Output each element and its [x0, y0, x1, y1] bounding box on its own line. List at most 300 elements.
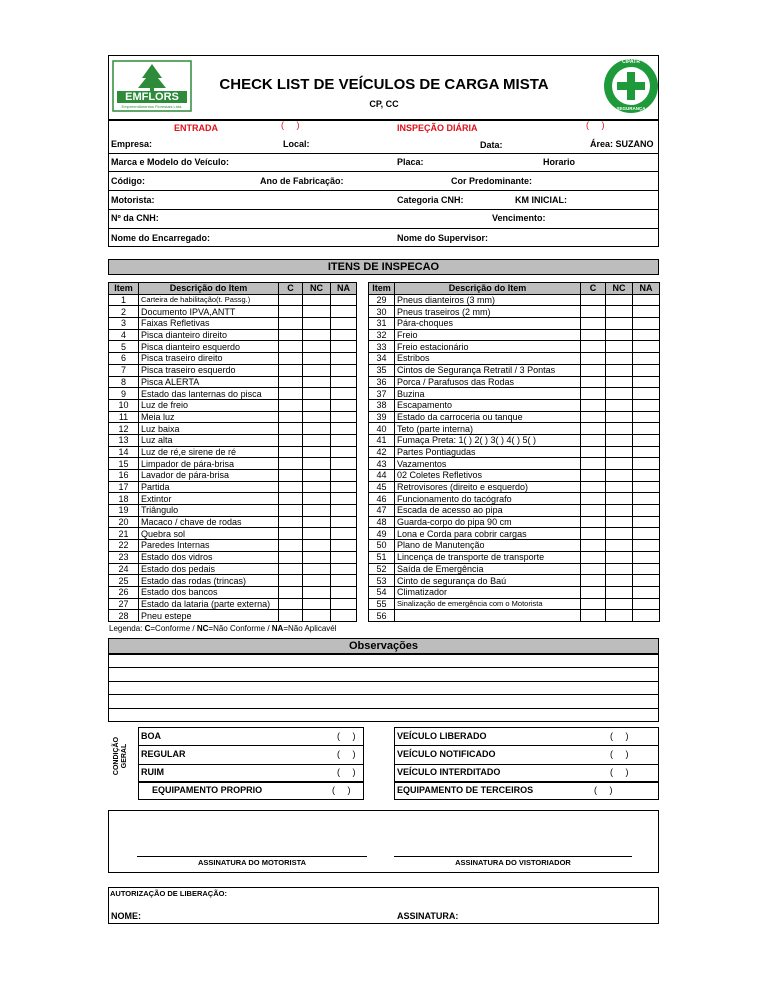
nc-checkbox[interactable] — [606, 353, 633, 365]
item-number: 39 — [369, 411, 395, 423]
item-number: 42 — [369, 446, 395, 458]
c-checkbox[interactable] — [279, 493, 303, 505]
nc-checkbox[interactable] — [303, 341, 331, 353]
c-checkbox[interactable] — [279, 306, 303, 318]
na-checkbox[interactable] — [331, 306, 357, 318]
item-description: Retrovisores (direito e esquerdo) — [395, 481, 581, 493]
item-description: Cintos de Segurança Retratil / 3 Pontas — [395, 364, 581, 376]
nc-checkbox[interactable] — [303, 586, 331, 598]
page-subtitle: CP, CC — [369, 99, 399, 109]
nc-checkbox[interactable] — [303, 376, 331, 388]
c-checkbox[interactable] — [581, 493, 606, 505]
na-checkbox[interactable] — [633, 551, 660, 563]
nc-checkbox[interactable] — [606, 505, 633, 517]
item-number: 45 — [369, 481, 395, 493]
item-number: 52 — [369, 563, 395, 575]
nc-checkbox[interactable] — [303, 411, 331, 423]
vencimento-field[interactable]: Vencimento: — [492, 213, 546, 223]
item-description: Pneus traseiros (2 mm) — [395, 306, 581, 318]
ruim-label: RUIM — [141, 767, 164, 777]
na-checkbox[interactable] — [331, 294, 357, 306]
c-checkbox[interactable] — [581, 470, 606, 482]
na-checkbox[interactable] — [331, 516, 357, 528]
c-checkbox[interactable] — [581, 434, 606, 446]
c-checkbox[interactable] — [279, 575, 303, 587]
na-checkbox[interactable] — [633, 540, 660, 552]
obs-line — [108, 667, 659, 668]
nc-checkbox[interactable] — [303, 329, 331, 341]
na-checkbox[interactable] — [331, 551, 357, 563]
item-number: 5 — [109, 341, 139, 353]
nc-checkbox[interactable] — [303, 388, 331, 400]
nc-checkbox[interactable] — [303, 318, 331, 330]
na-checkbox[interactable] — [633, 493, 660, 505]
item-number: 37 — [369, 388, 395, 400]
nc-checkbox[interactable] — [606, 446, 633, 458]
c-checkbox[interactable] — [279, 411, 303, 423]
c-checkbox[interactable] — [279, 586, 303, 598]
na-checkbox[interactable] — [331, 318, 357, 330]
nc-checkbox[interactable] — [303, 364, 331, 376]
na-checkbox[interactable] — [331, 411, 357, 423]
item-number: 23 — [109, 551, 139, 563]
nc-checkbox[interactable] — [606, 575, 633, 587]
na-checkbox[interactable] — [633, 610, 660, 622]
c-checkbox[interactable] — [279, 505, 303, 517]
item-description: Buzina — [395, 388, 581, 400]
marca-modelo-field[interactable]: Marca e Modelo do Veículo: — [111, 157, 230, 167]
assinatura-vistoriador-label: ASSINATURA DO VISTORIADOR — [455, 858, 571, 867]
c-checkbox[interactable] — [279, 364, 303, 376]
na-checkbox[interactable] — [633, 434, 660, 446]
c-checkbox[interactable] — [279, 434, 303, 446]
divider — [108, 190, 659, 191]
na-checkbox[interactable] — [331, 353, 357, 365]
item-number: 25 — [109, 575, 139, 587]
area-field[interactable]: Área: SUZANO — [590, 139, 654, 149]
interditado-checkbox[interactable]: ( ) — [610, 767, 629, 777]
nc-checkbox[interactable] — [303, 446, 331, 458]
item-description: Estado da carroceria ou tanque — [395, 411, 581, 423]
nc-checkbox[interactable] — [303, 493, 331, 505]
c-checkbox[interactable] — [279, 318, 303, 330]
divider — [138, 764, 364, 765]
table-row — [369, 586, 660, 598]
table-row — [109, 294, 357, 306]
na-checkbox[interactable] — [331, 458, 357, 470]
na-checkbox[interactable] — [633, 516, 660, 528]
autorizacao-title: AUTORIZAÇÃO DE LIBERAÇÃO: — [110, 889, 227, 898]
table-row — [109, 318, 357, 330]
c-checkbox[interactable] — [279, 528, 303, 540]
nc-checkbox[interactable] — [303, 470, 331, 482]
table-row — [109, 399, 357, 411]
data-field[interactable]: Data: — [480, 140, 503, 150]
na-checkbox[interactable] — [331, 481, 357, 493]
item-number: 15 — [109, 458, 139, 470]
nc-checkbox[interactable] — [606, 294, 633, 306]
nc-checkbox[interactable] — [303, 516, 331, 528]
categoria-cnh-field[interactable]: Categoria CNH: — [397, 195, 464, 205]
inspecao-diaria-label: INSPEÇÃO DIÁRIA — [397, 123, 478, 133]
nc-checkbox[interactable] — [606, 563, 633, 575]
motorista-signature-line[interactable] — [137, 856, 367, 857]
c-checkbox[interactable] — [279, 540, 303, 552]
na-checkbox[interactable] — [633, 446, 660, 458]
item-description: Funcionamento do tacógrafo — [395, 493, 581, 505]
na-checkbox[interactable] — [331, 598, 357, 610]
nc-checkbox[interactable] — [303, 528, 331, 540]
legend-na: NA — [271, 624, 284, 633]
condicao-geral-label — [107, 728, 135, 780]
na-checkbox[interactable] — [633, 563, 660, 575]
item-number: 22 — [109, 540, 139, 552]
local-field[interactable]: Local: — [283, 139, 310, 149]
c-checkbox[interactable] — [279, 376, 303, 388]
placa-field[interactable]: Placa: — [397, 157, 424, 167]
nc-checkbox[interactable] — [303, 505, 331, 517]
item-description: Pisca traseiro esquerdo — [139, 364, 279, 376]
item-number: 36 — [369, 376, 395, 388]
c-checkbox[interactable] — [581, 458, 606, 470]
na-checkbox[interactable] — [331, 364, 357, 376]
na-checkbox[interactable] — [633, 598, 660, 610]
equip-terceiros-label: EQUIPAMENTO DE TERCEIROS — [397, 785, 534, 795]
nc-checkbox[interactable] — [303, 423, 331, 435]
nc-checkbox[interactable] — [606, 306, 633, 318]
na-checkbox[interactable] — [331, 586, 357, 598]
c-checkbox[interactable] — [279, 294, 303, 306]
empresa-field[interactable]: Empresa: — [111, 139, 153, 149]
nc-checkbox[interactable] — [606, 399, 633, 411]
regular-checkbox[interactable]: ( ) — [337, 749, 356, 759]
table-row — [109, 306, 357, 318]
na-checkbox[interactable] — [633, 353, 660, 365]
c-checkbox[interactable] — [581, 575, 606, 587]
nc-checkbox[interactable] — [606, 516, 633, 528]
item-number: 13 — [109, 434, 139, 446]
c-checkbox[interactable] — [581, 528, 606, 540]
table-row — [369, 399, 660, 411]
c-checkbox[interactable] — [581, 318, 606, 330]
nc-checkbox[interactable] — [303, 294, 331, 306]
table-row — [369, 318, 660, 330]
na-checkbox[interactable] — [331, 493, 357, 505]
table-row — [109, 341, 357, 353]
na-checkbox[interactable] — [633, 376, 660, 388]
item-description: Climatizador — [395, 586, 581, 598]
nc-checkbox[interactable] — [606, 318, 633, 330]
na-checkbox[interactable] — [331, 540, 357, 552]
c-checkbox[interactable] — [279, 551, 303, 563]
c-checkbox[interactable] — [581, 481, 606, 493]
header-na: NA — [633, 283, 660, 295]
c-checkbox[interactable] — [279, 458, 303, 470]
na-checkbox[interactable] — [331, 470, 357, 482]
item-number: 56 — [369, 610, 395, 622]
c-checkbox[interactable] — [279, 598, 303, 610]
nc-checkbox[interactable] — [303, 434, 331, 446]
item-number: 6 — [109, 353, 139, 365]
item-description: Luz de ré,e sirene de ré — [139, 446, 279, 458]
logo-subtext: Empreendimentos Florestais Ltda. — [121, 104, 183, 109]
table-row — [109, 563, 357, 575]
ano-fabricacao-field[interactable]: Ano de Fabricação: — [260, 176, 344, 186]
inspecao-checkbox[interactable]: ( ) — [586, 120, 605, 130]
page-title: CHECK LIST DE VEÍCULOS DE CARGA MISTA — [219, 76, 549, 93]
nc-checkbox[interactable] — [606, 551, 633, 563]
entrada-checkbox[interactable]: ( ) — [281, 120, 300, 130]
equip-proprio-label: EQUIPAMENTO PROPRIO — [152, 785, 263, 795]
nc-checkbox[interactable] — [303, 598, 331, 610]
codigo-field[interactable]: Código: — [111, 176, 145, 186]
na-checkbox[interactable] — [633, 423, 660, 435]
na-checkbox[interactable] — [633, 528, 660, 540]
item-number: 3 — [109, 318, 139, 330]
ruim-checkbox[interactable]: ( ) — [337, 767, 356, 777]
na-checkbox[interactable] — [331, 505, 357, 517]
c-checkbox[interactable] — [581, 446, 606, 458]
na-checkbox[interactable] — [331, 528, 357, 540]
na-checkbox[interactable] — [633, 586, 660, 598]
nc-checkbox[interactable] — [606, 470, 633, 482]
seal-bottom-text: SEGURANÇA — [616, 106, 646, 111]
table-row — [109, 353, 357, 365]
observacoes-box[interactable] — [108, 654, 659, 722]
nc-checkbox[interactable] — [303, 458, 331, 470]
na-checkbox[interactable] — [331, 610, 357, 622]
nc-checkbox[interactable] — [303, 575, 331, 587]
nc-checkbox[interactable] — [303, 353, 331, 365]
table-row — [369, 493, 660, 505]
c-checkbox[interactable] — [581, 294, 606, 306]
header-item: Item — [369, 283, 395, 295]
na-checkbox[interactable] — [331, 446, 357, 458]
table-row — [109, 434, 357, 446]
inspection-table-right — [368, 282, 660, 622]
item-description: Carteira de habilitação(t. Passg.) — [139, 294, 279, 306]
c-checkbox[interactable] — [581, 411, 606, 423]
obs-line — [108, 694, 659, 695]
item-number: 18 — [109, 493, 139, 505]
item-number: 7 — [109, 364, 139, 376]
nc-checkbox[interactable] — [606, 481, 633, 493]
liberado-checkbox[interactable]: ( ) — [610, 731, 629, 741]
na-checkbox[interactable] — [633, 364, 660, 376]
equip-proprio-checkbox[interactable]: ( ) — [332, 785, 351, 795]
c-checkbox[interactable] — [279, 353, 303, 365]
na-checkbox[interactable] — [633, 505, 660, 517]
item-number: 21 — [109, 528, 139, 540]
c-checkbox[interactable] — [279, 423, 303, 435]
item-description: Estribos — [395, 353, 581, 365]
nc-checkbox[interactable] — [606, 458, 633, 470]
c-checkbox[interactable] — [581, 598, 606, 610]
table-row — [109, 551, 357, 563]
na-checkbox[interactable] — [633, 388, 660, 400]
na-checkbox[interactable] — [331, 575, 357, 587]
nc-checkbox[interactable] — [606, 493, 633, 505]
table-row — [369, 364, 660, 376]
legend — [109, 624, 337, 633]
item-description: Fumaça Preta: 1( ) 2( ) 3( ) 4( ) 5( ) — [395, 434, 581, 446]
c-checkbox[interactable] — [581, 364, 606, 376]
cnh-field[interactable]: Nº da CNH: — [111, 213, 159, 223]
na-checkbox[interactable] — [633, 575, 660, 587]
nc-checkbox[interactable] — [606, 540, 633, 552]
item-description: Freio estacionário — [395, 341, 581, 353]
c-checkbox[interactable] — [581, 540, 606, 552]
table-row — [369, 353, 660, 365]
na-checkbox[interactable] — [331, 388, 357, 400]
c-checkbox[interactable] — [581, 516, 606, 528]
nc-checkbox[interactable] — [606, 586, 633, 598]
item-number: 48 — [369, 516, 395, 528]
table-row — [369, 423, 660, 435]
veiculo-liberado-label: VEÍCULO LIBERADO — [397, 731, 487, 741]
na-checkbox[interactable] — [331, 341, 357, 353]
item-number: 54 — [369, 586, 395, 598]
c-checkbox[interactable] — [279, 388, 303, 400]
item-description: Quebra sol — [139, 528, 279, 540]
na-checkbox[interactable] — [633, 306, 660, 318]
assinatura-field[interactable]: ASSINATURA: — [397, 911, 459, 921]
nc-checkbox[interactable] — [303, 399, 331, 411]
table-row — [109, 470, 357, 482]
c-checkbox[interactable] — [581, 423, 606, 435]
na-checkbox[interactable] — [331, 434, 357, 446]
item-description: Cinto de segurança do Baú — [395, 575, 581, 587]
na-checkbox[interactable] — [633, 458, 660, 470]
c-checkbox[interactable] — [279, 563, 303, 575]
c-checkbox[interactable] — [581, 563, 606, 575]
c-checkbox[interactable] — [581, 306, 606, 318]
cor-predominante-field[interactable]: Cor Predominante: — [451, 176, 533, 186]
item-description: Triângulo — [139, 505, 279, 517]
na-checkbox[interactable] — [331, 376, 357, 388]
table-row — [109, 481, 357, 493]
nc-checkbox[interactable] — [303, 563, 331, 575]
item-description: Faixas Refletivas — [139, 318, 279, 330]
item-number: 27 — [109, 598, 139, 610]
item-description: Saída de Emergência — [395, 563, 581, 575]
vistoriador-signature-line[interactable] — [394, 856, 632, 857]
item-number: 53 — [369, 575, 395, 587]
item-number: 43 — [369, 458, 395, 470]
c-checkbox[interactable] — [581, 551, 606, 563]
motorista-field[interactable]: Motorista: — [111, 195, 155, 205]
na-checkbox[interactable] — [633, 294, 660, 306]
item-number: 17 — [109, 481, 139, 493]
nc-checkbox[interactable] — [606, 610, 633, 622]
nc-checkbox[interactable] — [606, 598, 633, 610]
c-checkbox[interactable] — [581, 586, 606, 598]
item-number: 20 — [109, 516, 139, 528]
km-inicial-field[interactable]: KM INICIAL: — [515, 195, 567, 205]
nc-checkbox[interactable] — [303, 540, 331, 552]
c-checkbox[interactable] — [279, 341, 303, 353]
equip-terceiros-checkbox[interactable]: ( ) — [594, 785, 613, 795]
na-checkbox[interactable] — [633, 470, 660, 482]
table-row — [109, 610, 357, 622]
c-checkbox[interactable] — [279, 399, 303, 411]
na-checkbox[interactable] — [633, 399, 660, 411]
horario-field[interactable]: Horario — [543, 157, 576, 167]
table-row — [369, 306, 660, 318]
nc-checkbox[interactable] — [606, 341, 633, 353]
na-checkbox[interactable] — [331, 423, 357, 435]
c-checkbox[interactable] — [581, 399, 606, 411]
table-row — [109, 540, 357, 552]
na-checkbox[interactable] — [633, 481, 660, 493]
na-checkbox[interactable] — [331, 399, 357, 411]
supervisor-field[interactable]: Nome do Supervisor: — [397, 233, 489, 243]
item-description: Teto (parte interna) — [395, 423, 581, 435]
encarregado-field[interactable]: Nome do Encarregado: — [111, 233, 211, 243]
item-number: 29 — [369, 294, 395, 306]
c-checkbox[interactable] — [581, 341, 606, 353]
c-checkbox[interactable] — [279, 329, 303, 341]
nc-checkbox[interactable] — [606, 528, 633, 540]
header-c: C — [279, 283, 303, 295]
c-checkbox[interactable] — [279, 610, 303, 622]
nome-field[interactable]: NOME: — [111, 911, 141, 921]
item-description: Pneus dianteiros (3 mm) — [395, 294, 581, 306]
boa-checkbox[interactable]: ( ) — [337, 731, 356, 741]
c-checkbox[interactable] — [279, 481, 303, 493]
item-description: Estado da lataria (parte externa) — [139, 598, 279, 610]
item-number: 24 — [109, 563, 139, 575]
na-checkbox[interactable] — [331, 329, 357, 341]
na-checkbox[interactable] — [331, 563, 357, 575]
item-description: Macaco / chave de rodas — [139, 516, 279, 528]
item-description: Estado dos bancos — [139, 586, 279, 598]
nc-checkbox[interactable] — [303, 551, 331, 563]
na-checkbox[interactable] — [633, 411, 660, 423]
c-checkbox[interactable] — [581, 329, 606, 341]
c-checkbox[interactable] — [279, 446, 303, 458]
nc-checkbox[interactable] — [303, 610, 331, 622]
nc-checkbox[interactable] — [303, 306, 331, 318]
legend-na-text: =Não Aplicavél — [283, 624, 337, 633]
header-nc: NC — [303, 283, 331, 295]
nc-checkbox[interactable] — [606, 388, 633, 400]
c-checkbox[interactable] — [581, 388, 606, 400]
nc-checkbox[interactable] — [606, 329, 633, 341]
nc-checkbox[interactable] — [606, 376, 633, 388]
c-checkbox[interactable] — [581, 505, 606, 517]
c-checkbox[interactable] — [279, 516, 303, 528]
nc-checkbox[interactable] — [606, 411, 633, 423]
nc-checkbox[interactable] — [606, 364, 633, 376]
c-checkbox[interactable] — [581, 376, 606, 388]
item-number: 9 — [109, 388, 139, 400]
c-checkbox[interactable] — [581, 353, 606, 365]
veiculo-interditado-label: VEÍCULO INTERDITADO — [397, 767, 501, 777]
c-checkbox[interactable] — [279, 470, 303, 482]
na-checkbox[interactable] — [633, 318, 660, 330]
nc-checkbox[interactable] — [606, 423, 633, 435]
na-checkbox[interactable] — [633, 329, 660, 341]
c-checkbox[interactable] — [581, 610, 606, 622]
na-checkbox[interactable] — [633, 341, 660, 353]
entrada-label: ENTRADA — [174, 123, 218, 133]
nc-checkbox[interactable] — [303, 481, 331, 493]
nc-checkbox[interactable] — [606, 434, 633, 446]
notificado-checkbox[interactable]: ( ) — [610, 749, 629, 759]
table-row — [369, 458, 660, 470]
item-number: 26 — [109, 586, 139, 598]
